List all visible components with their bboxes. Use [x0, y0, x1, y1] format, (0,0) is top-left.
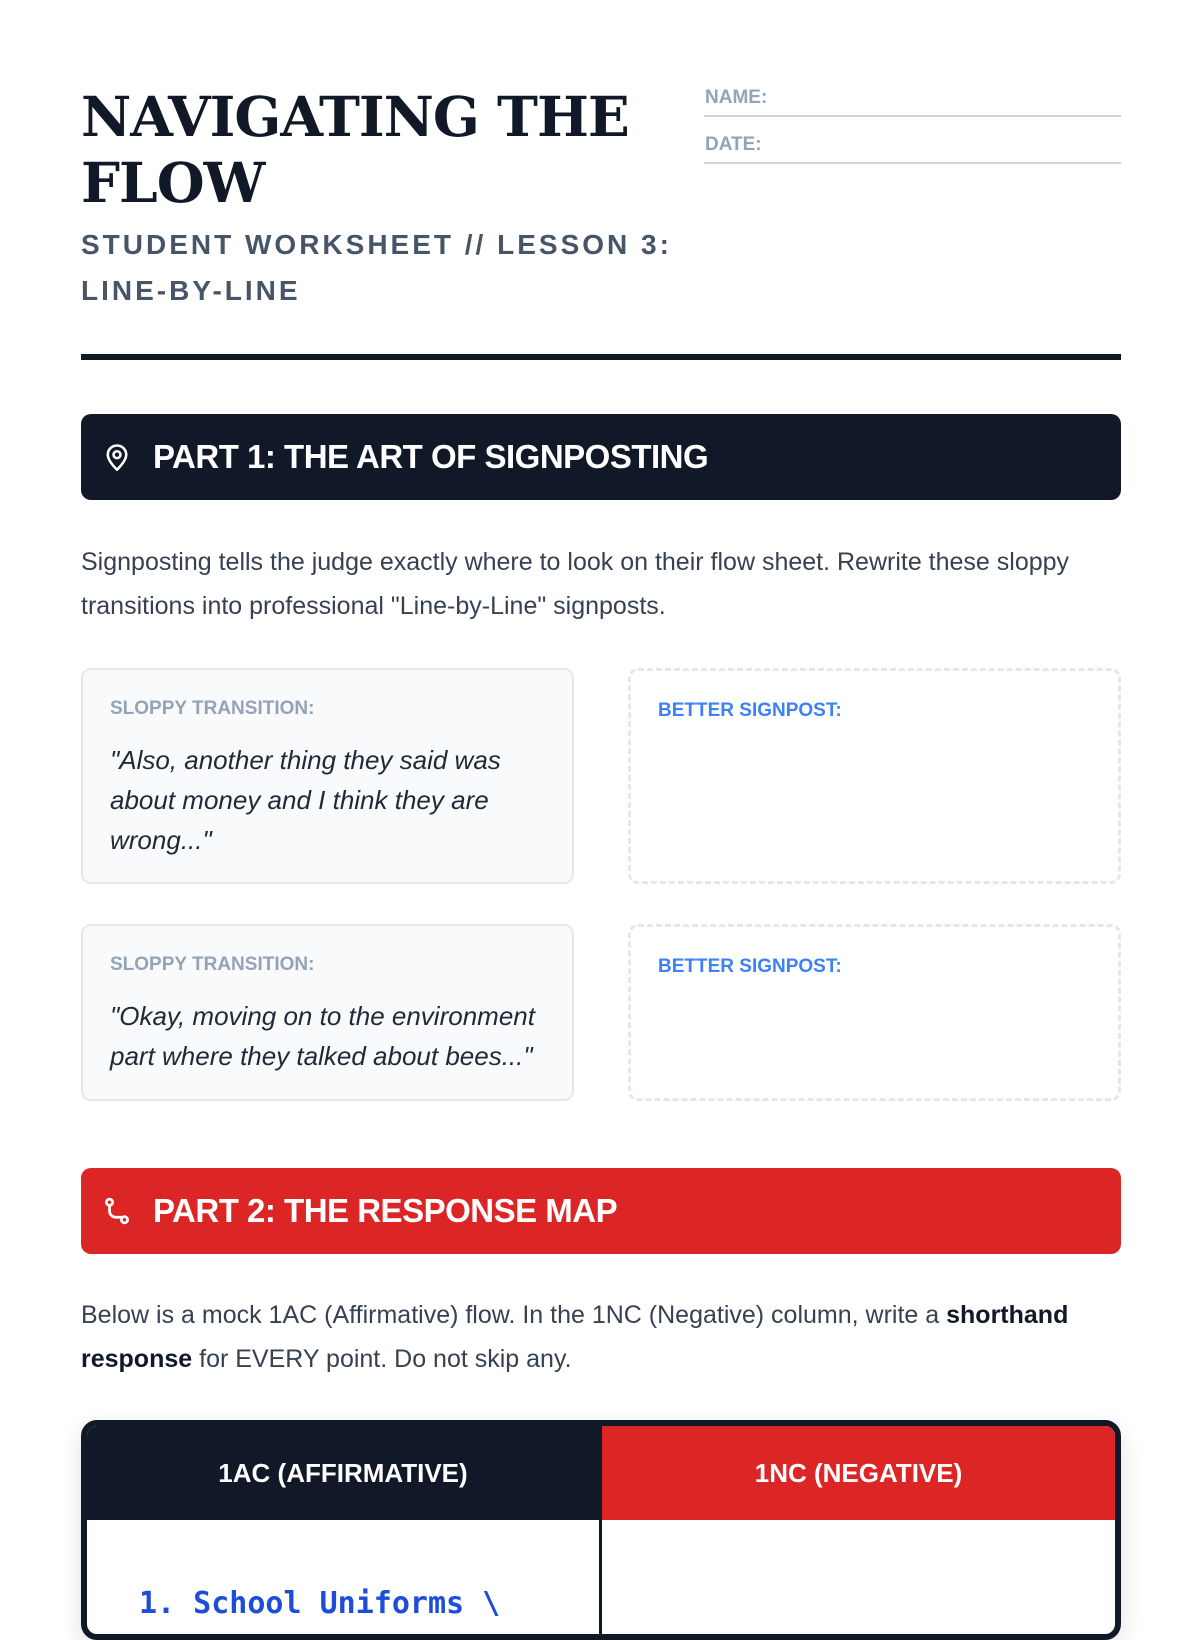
part2-header [81, 1168, 1121, 1254]
sloppy-transition-card [81, 924, 574, 1101]
better-signpost-box[interactable] [628, 668, 1121, 884]
better-label: BETTER SIGNPOST: [658, 700, 842, 721]
part1-intro: Signposting tells the judge exactly where to look on their flow sheet. Rewrite these sloppy transitions into professional "Line-by-Line" signposts. [81, 548, 1070, 620]
page-subtitle: STUDENT WORKSHEET // LESSON 3: LINE-BY-LINE [81, 229, 672, 306]
date-field[interactable] [704, 134, 1121, 164]
part2-intro [81, 1293, 1121, 1381]
neg-column-header: 1NC (NEGATIVE) [602, 1426, 1115, 1520]
part1-title: PART 1: THE ART OF SIGNPOSTING [153, 438, 709, 475]
sloppy-transition-card [81, 668, 574, 884]
aff-column-header: 1AC (AFFIRMATIVE) [87, 1426, 599, 1520]
header-divider [81, 354, 1121, 360]
better-signpost-box[interactable] [628, 924, 1121, 1101]
name-field[interactable] [704, 87, 1121, 117]
date-label: DATE: [705, 134, 762, 155]
part1-header [81, 414, 1121, 500]
neg-column[interactable] [602, 1426, 1115, 1634]
sloppy-quote: "Also, another thing they said was about money and I think they are wrong..." [110, 745, 501, 855]
sloppy-label: SLOPPY TRANSITION: [110, 954, 315, 975]
worksheet-header [81, 0, 1121, 360]
map-pin-icon [100, 440, 134, 474]
part2-intro-emphasis: shorthand response [81, 1301, 1069, 1373]
aff-argument-1: 1. School Uniforms \ [139, 1586, 501, 1621]
better-label: BETTER SIGNPOST: [658, 956, 842, 977]
part2-intro-start: Below is a mock 1AC (Affirmative) flow. In the 1NC (Negative) column, write a [81, 1301, 947, 1329]
response-map-table [81, 1420, 1121, 1640]
sloppy-label: SLOPPY TRANSITION: [110, 698, 315, 719]
name-label: NAME: [705, 87, 768, 108]
sloppy-quote: "Okay, moving on to the environment part where they talked about bees..." [110, 1001, 535, 1071]
route-icon [100, 1194, 134, 1228]
part2-intro-end: for EVERY point. Do not skip any. [192, 1345, 572, 1373]
worksheet-page [81, 0, 1121, 1621]
page-title: NAVIGATING THE FLOW [81, 84, 629, 215]
part2-title: PART 2: THE RESPONSE MAP [153, 1192, 618, 1229]
aff-column [87, 1426, 602, 1634]
